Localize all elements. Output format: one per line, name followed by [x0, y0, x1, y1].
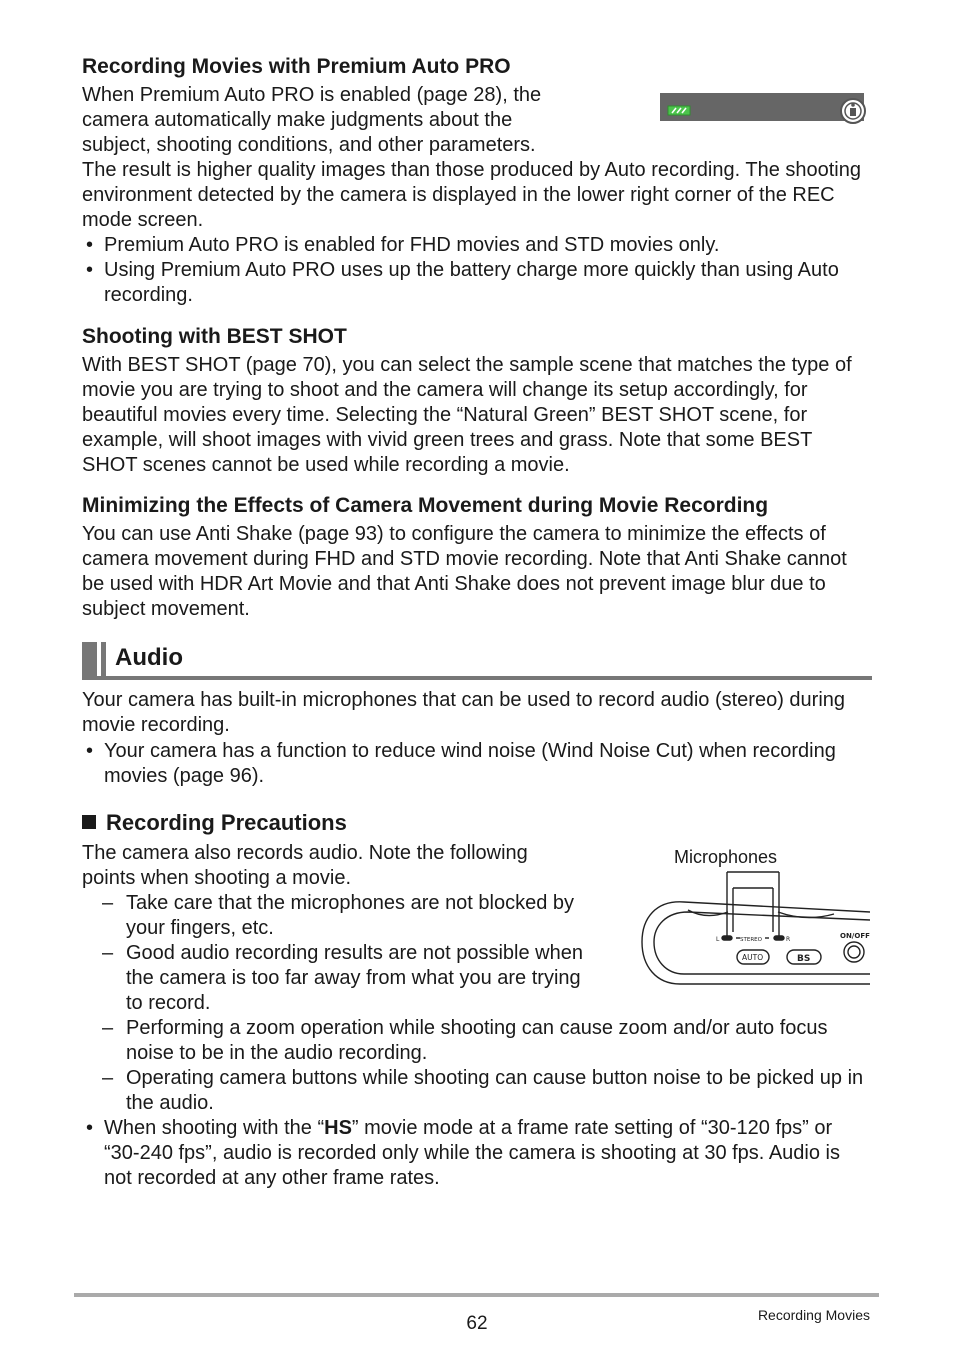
dash-line: the camera is too far away from what you are trying: [126, 967, 581, 989]
right-microphone: [774, 936, 784, 940]
list-item: [82, 941, 617, 1016]
power-button: [844, 942, 864, 962]
list-item: [82, 1116, 872, 1191]
power-button-inner: [848, 946, 860, 958]
premium-auto-bullets: [82, 233, 872, 308]
intro-line: points when shooting a movie.: [82, 867, 352, 889]
intro-line: camera automatically make judgments about the: [82, 109, 513, 131]
best-shot-paragraph: With BEST SHOT (page 70), you can select the sample scene that matches the type of movie you are trying to shoot and the camera will change its setup accordingly, for beautiful movies every time. Selecting the “Natural Green” BEST SHOT scene, for example, will shoot images with vivid green trees and grass. Note that some BEST SHOT scenes cannot be used while recording a movie.: [82, 354, 852, 476]
heading-premium-auto-pro: Recording Movies with Premium Auto PRO: [82, 55, 511, 78]
dash-line: to record.: [126, 992, 211, 1014]
audio-title: Audio: [115, 644, 183, 671]
list-item: • Using Premium Auto PRO uses up the battery charge more quickly than using Auto recording.: [82, 258, 872, 308]
camera-top-diagram: [636, 870, 870, 990]
auto-label: AUTO: [742, 953, 764, 962]
onoff-label: ON/OFF: [840, 932, 870, 940]
chapter-name: Recording Movies: [757, 1307, 870, 1323]
hs-text-pre: When shooting with the “: [104, 1117, 325, 1139]
microphones-label: Microphones: [674, 847, 778, 867]
intro-line: The camera also records audio. Note the following: [82, 842, 528, 864]
list-item: [82, 891, 617, 941]
list-item: • Your camera has a function to reduce wind noise (Wind Noise Cut) when recording movies (page 96).: [82, 739, 872, 789]
intro-line: When Premium Auto PRO is enabled (page 28), the: [82, 84, 542, 106]
precautions-title: Recording Precautions: [106, 810, 347, 835]
heading-camera-movement: Minimizing the Effects of Camera Movement during Movie Recording: [82, 494, 769, 517]
anti-shake-paragraph: You can use Anti Shake (page 93) to configure the camera to minimize the effects of camera movement during FHD and STD movie recording. Note that Anti Shake cannot be used with HDR Art Movie and that Anti Shake does not prevent image blur due to subject movement.: [82, 523, 847, 620]
precautions-more: [82, 1016, 872, 1191]
dash-line: – Good audio recording results are not possible when: [126, 942, 583, 964]
footer-divider: [74, 1293, 879, 1297]
section-bar-stripe: [101, 642, 106, 678]
audio-section-header: [82, 640, 872, 680]
premium-auto-scene-icon: [841, 99, 865, 123]
page-number: 62: [466, 1313, 488, 1334]
bs-label: BS: [797, 954, 811, 964]
dash-line: – Take care that the microphones are not blocked by: [126, 892, 575, 914]
mic-right-label: R: [786, 936, 791, 943]
list-item: • Premium Auto PRO is enabled for FHD movies and STD movies only.: [82, 233, 872, 258]
hs-mode-label: HS: [324, 1117, 352, 1139]
battery-icon: [668, 106, 690, 115]
list-item: – Operating camera buttons while shooting can cause button noise to be picked up in the audio.: [82, 1066, 872, 1116]
precautions-left-column: [82, 841, 617, 1016]
left-microphone: [722, 936, 732, 940]
audio-bullets: [82, 739, 872, 789]
square-bullet-icon: [82, 815, 96, 829]
list-item: – Performing a zoom operation while shooting can cause zoom and/or auto focus noise to be in the audio recording.: [82, 1016, 872, 1066]
audio-paragraph: Your camera has built-in microphones that can be used to record audio (stereo) during movie recording.: [82, 689, 846, 736]
rec-screen-strip: [660, 92, 870, 128]
section-underline: [82, 676, 872, 680]
heading-best-shot: Shooting with BEST SHOT: [82, 325, 347, 348]
hs-text-post: ” movie mode at a frame rate setting of “30-120 fps” or “30-240 fps”, audio is recorded only while the camera is shooting at 30 fps. Audio is not recorded at any other frame rates.: [104, 1117, 840, 1189]
camera-body-inner: [654, 912, 870, 974]
section-bar-block: [82, 642, 97, 678]
premium-auto-result: The result is higher quality images than those produced by Auto recording. The shooting environment detected by the camera is displayed in the lower right corner of the REC mode screen.: [82, 159, 861, 231]
heading-recording-precautions: [82, 810, 347, 836]
mic-left-label: L: [716, 936, 720, 943]
dash-line: your fingers, etc.: [126, 917, 274, 939]
intro-line: subject, shooting conditions, and other parameters.: [82, 134, 536, 156]
screen-bar: [660, 93, 864, 121]
stereo-label: STEREO: [740, 937, 762, 943]
premium-auto-intro: [82, 83, 642, 158]
